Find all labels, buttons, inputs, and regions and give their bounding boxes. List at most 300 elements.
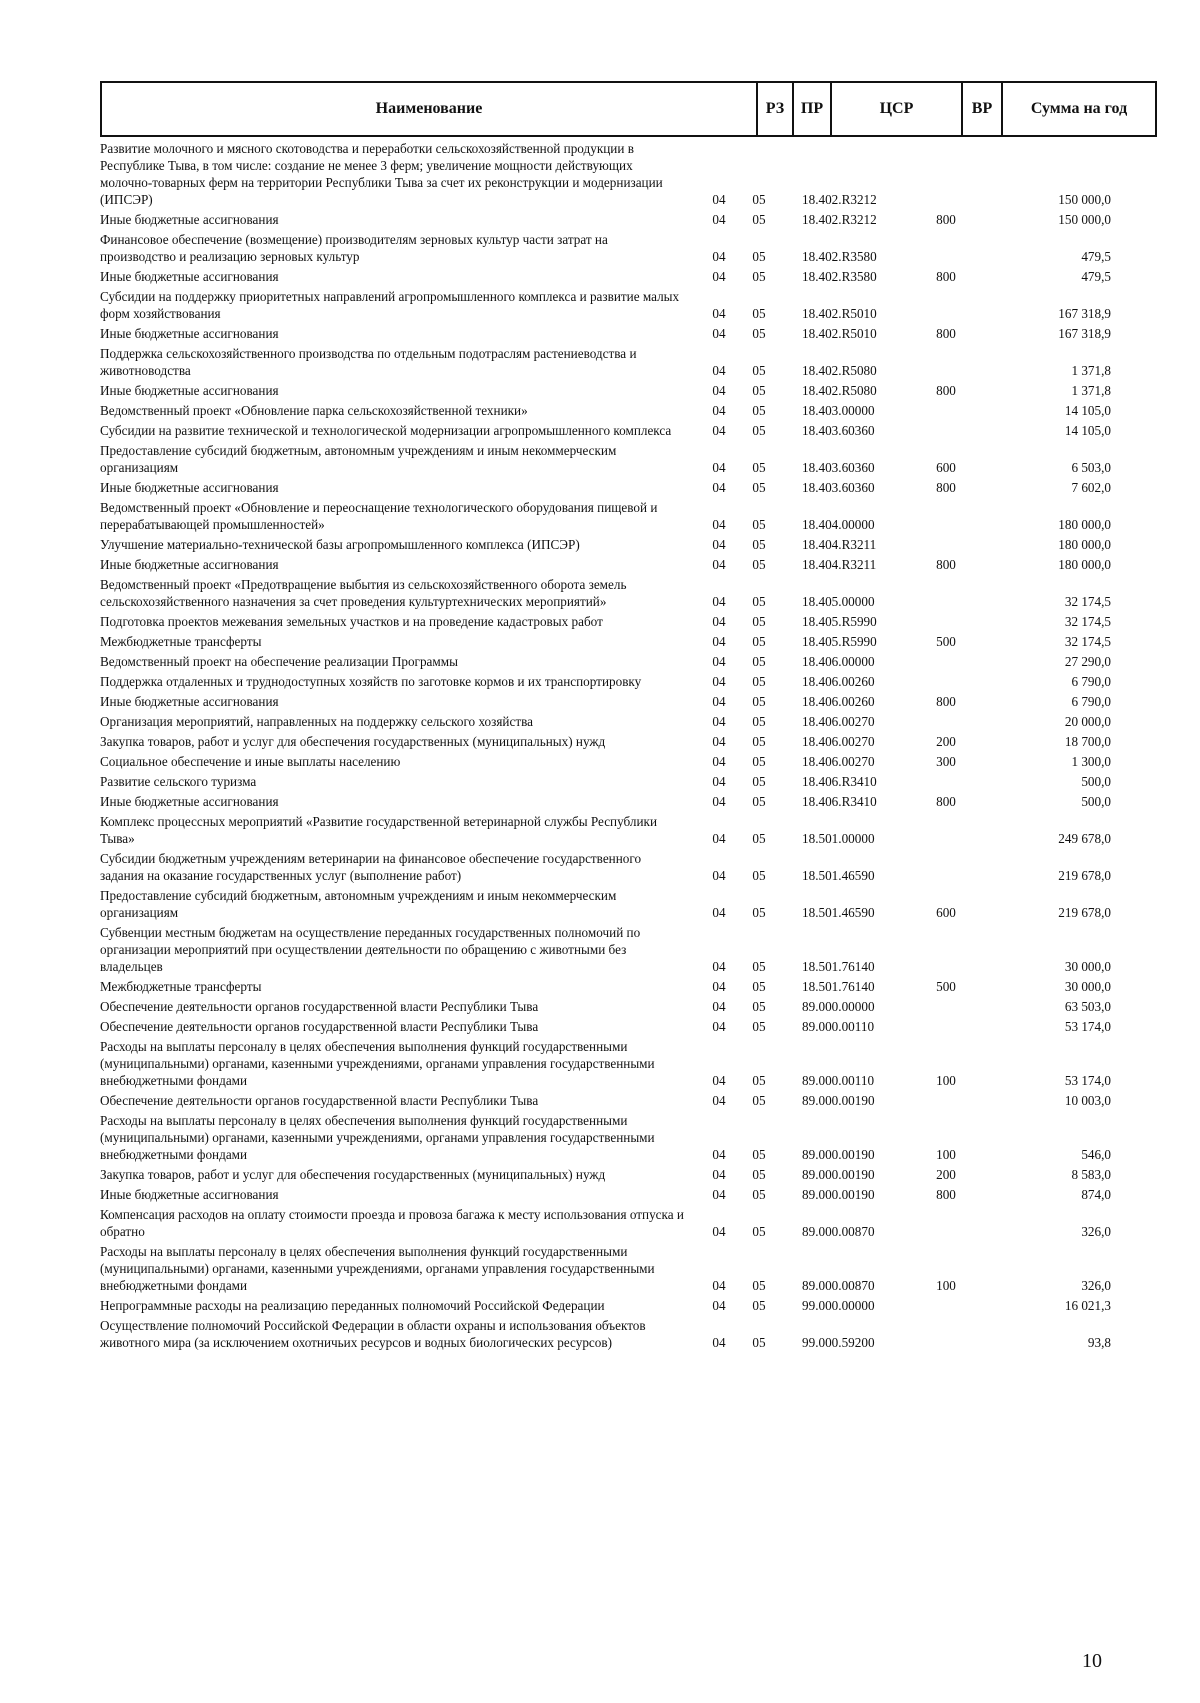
cell-rz: 04 — [712, 754, 726, 769]
cell-pr: 05 — [752, 905, 766, 920]
cell-sum: 1 371,8 — [1071, 363, 1111, 378]
cell-name: Иные бюджетные ассигнования — [100, 326, 279, 341]
cell-name: Субвенции местным бюджетам на осуществление переданных государственных полномочий по организации мероприятий при осуществлении деятельности по обращению с животными без владельцев — [100, 925, 641, 974]
cell-pr: 05 — [752, 999, 766, 1014]
cell-pr: 05 — [752, 1298, 766, 1313]
cell-csr: 18.501.76140 — [802, 979, 875, 994]
cell-pr: 05 — [752, 1335, 766, 1350]
cell-name: Предоставление субсидий бюджетным, автономным учреждениям и иным некоммерческим организациям — [100, 888, 617, 920]
cell-name: Ведомственный проект на обеспечение реализации Программы — [100, 654, 458, 669]
cell-sum: 6 790,0 — [1071, 674, 1111, 689]
cell-name: Обеспечение деятельности органов государственной власти Республики Тыва — [100, 999, 539, 1014]
page-number: 10 — [1082, 1650, 1102, 1672]
cell-name: Предоставление субсидий бюджетным, автономным учреждениям и иным некоммерческим организациям — [100, 443, 617, 475]
cell-sum: 219 678,0 — [1058, 905, 1111, 920]
cell-name: Иные бюджетные ассигнования — [100, 794, 279, 809]
cell-name: Субсидии бюджетным учреждениям ветеринарии на финансовое обеспечение государственного задания на оказание государственных услуг (выполнение работ) — [100, 851, 642, 883]
cell-vr — [931, 652, 961, 672]
cell-vr — [931, 575, 961, 612]
cell-csr: 18.402.R5080 — [802, 383, 877, 398]
cell-name: Иные бюджетные ассигнования — [100, 383, 279, 398]
cell-sum: 180 000,0 — [1058, 537, 1111, 552]
cell-rz: 04 — [712, 306, 726, 321]
cell-vr — [931, 344, 961, 381]
cell-name: Иные бюджетные ассигнования — [100, 480, 279, 495]
table-row — [100, 1296, 1155, 1316]
table-row — [100, 555, 1155, 575]
cell-name: Иные бюджетные ассигнования — [100, 1187, 279, 1202]
cell-pr: 05 — [752, 537, 766, 552]
table-row — [100, 772, 1155, 792]
table-row — [100, 575, 1155, 612]
cell-vr — [931, 139, 961, 210]
cell-sum: 20 000,0 — [1064, 714, 1111, 729]
cell-sum: 53 174,0 — [1064, 1019, 1111, 1034]
cell-vr: 800 — [936, 480, 956, 495]
table-row — [100, 421, 1155, 441]
cell-rz: 04 — [712, 326, 726, 341]
cell-name: Расходы на выплаты персоналу в целях обеспечения выполнения функций государственными (муниципальными) органами, казенными учреждениями, органами управления государственными внебюджетными фондами — [100, 1244, 655, 1293]
cell-pr: 05 — [752, 326, 766, 341]
cell-sum: 150 000,0 — [1058, 192, 1111, 207]
cell-name: Поддержка отдаленных и труднодоступных хозяйств по заготовке кормов и их транспортировку — [100, 674, 642, 689]
cell-csr: 18.406.R3410 — [802, 794, 877, 809]
cell-sum: 16 021,3 — [1064, 1298, 1111, 1313]
cell-vr — [931, 230, 961, 267]
table-row — [100, 324, 1155, 344]
cell-sum: 10 003,0 — [1064, 1093, 1111, 1108]
cell-name: Субсидии на поддержку приоритетных направлений агропромышленного комплекса и развитие малых форм хозяйствования — [100, 289, 680, 321]
cell-name: Ведомственный проект «Обновление парка сельскохозяйственной техники» — [100, 403, 528, 418]
table-row — [100, 401, 1155, 421]
cell-vr — [931, 1017, 961, 1037]
cell-csr: 18.406.00270 — [802, 754, 875, 769]
cell-rz: 04 — [712, 537, 726, 552]
cell-sum: 479,5 — [1081, 269, 1111, 284]
cell-rz: 04 — [712, 714, 726, 729]
cell-sum: 546,0 — [1081, 1147, 1111, 1162]
cell-pr: 05 — [752, 714, 766, 729]
cell-name: Межбюджетные трансферты — [100, 979, 262, 994]
cell-sum: 479,5 — [1081, 249, 1111, 264]
cell-sum: 27 290,0 — [1064, 654, 1111, 669]
cell-pr: 05 — [752, 734, 766, 749]
cell-rz: 04 — [712, 614, 726, 629]
cell-rz: 04 — [712, 734, 726, 749]
table-row — [100, 230, 1155, 267]
cell-csr: 18.501.00000 — [802, 831, 875, 846]
cell-rz: 04 — [712, 1019, 726, 1034]
cell-vr — [931, 672, 961, 692]
cell-vr — [931, 1091, 961, 1111]
budget-table — [100, 139, 1155, 1353]
cell-rz: 04 — [712, 480, 726, 495]
cell-pr: 05 — [752, 383, 766, 398]
cell-name: Иные бюджетные ассигнования — [100, 557, 279, 572]
cell-pr: 05 — [752, 1093, 766, 1108]
cell-sum: 180 000,0 — [1058, 557, 1111, 572]
cell-pr: 05 — [752, 694, 766, 709]
cell-vr — [931, 498, 961, 535]
cell-pr: 05 — [752, 634, 766, 649]
cell-name: Улучшение материально-технической базы агропромышленного комплекса (ИПСЭР) — [100, 537, 580, 552]
cell-csr: 18.406.00000 — [802, 654, 875, 669]
cell-csr: 89.000.00190 — [802, 1147, 875, 1162]
cell-csr: 18.406.00260 — [802, 674, 875, 689]
cell-sum: 150 000,0 — [1058, 212, 1111, 227]
cell-vr — [931, 772, 961, 792]
cell-vr: 800 — [936, 794, 956, 809]
cell-pr: 05 — [752, 1147, 766, 1162]
cell-pr: 05 — [752, 517, 766, 532]
table-row — [100, 672, 1155, 692]
cell-rz: 04 — [712, 774, 726, 789]
cell-sum: 326,0 — [1081, 1278, 1111, 1293]
cell-sum: 500,0 — [1081, 794, 1111, 809]
cell-csr: 18.403.60360 — [802, 423, 875, 438]
cell-sum: 53 174,0 — [1064, 1073, 1111, 1088]
cell-vr: 100 — [936, 1073, 956, 1088]
cell-pr: 05 — [752, 654, 766, 669]
cell-rz: 04 — [712, 959, 726, 974]
cell-vr: 500 — [936, 634, 956, 649]
table-row — [100, 498, 1155, 535]
cell-pr: 05 — [752, 959, 766, 974]
cell-sum: 167 318,9 — [1058, 306, 1111, 321]
cell-pr: 05 — [752, 212, 766, 227]
cell-csr: 18.402.R3212 — [802, 212, 877, 227]
cell-sum: 219 678,0 — [1058, 868, 1111, 883]
table-row — [100, 1316, 1155, 1353]
cell-name: Комплекс процессных мероприятий «Развитие государственной ветеринарной службы Республики Тыва» — [100, 814, 658, 846]
cell-rz: 04 — [712, 1187, 726, 1202]
cell-sum: 6 790,0 — [1071, 694, 1111, 709]
cell-csr: 89.000.00870 — [802, 1224, 875, 1239]
cell-vr — [931, 712, 961, 732]
cell-rz: 04 — [712, 1147, 726, 1162]
table-row — [100, 732, 1155, 752]
cell-rz: 04 — [712, 249, 726, 264]
cell-pr: 05 — [752, 1019, 766, 1034]
cell-sum: 30 000,0 — [1064, 959, 1111, 974]
cell-rz: 04 — [712, 634, 726, 649]
table-row — [100, 478, 1155, 498]
cell-name: Подготовка проектов межевания земельных участков и на проведение кадастровых работ — [100, 614, 603, 629]
cell-csr: 18.403.60360 — [802, 480, 875, 495]
table-header — [100, 81, 1157, 137]
table-row — [100, 612, 1155, 632]
cell-pr: 05 — [752, 480, 766, 495]
header-vr: ВР — [962, 82, 1002, 136]
cell-pr: 05 — [752, 249, 766, 264]
cell-rz: 04 — [712, 1298, 726, 1313]
table-row — [100, 849, 1155, 886]
cell-rz: 04 — [712, 269, 726, 284]
cell-csr: 18.404.R3211 — [802, 537, 877, 552]
cell-csr: 18.406.00260 — [802, 694, 875, 709]
cell-csr: 18.402.R5080 — [802, 363, 877, 378]
cell-vr: 100 — [936, 1278, 956, 1293]
cell-csr: 18.403.60360 — [802, 460, 875, 475]
cell-sum: 8 583,0 — [1071, 1167, 1111, 1182]
cell-rz: 04 — [712, 905, 726, 920]
header-rz: РЗ — [757, 82, 793, 136]
table-row — [100, 381, 1155, 401]
table-row — [100, 344, 1155, 381]
cell-vr: 500 — [936, 979, 956, 994]
cell-name: Развитие сельского туризма — [100, 774, 257, 789]
cell-name: Компенсация расходов на оплату стоимости проезда и провоза багажа к месту использования отпуска и обратно — [100, 1207, 684, 1239]
cell-name: Развитие молочного и мясного скотоводства и переработки сельскохозяйственной продукции в Республике Тыва, в том числе: создание не менее 3 ферм; увеличение мощности действующих молочно-товарных ферм на территории Республики Тыва за счет их реконструкции и модернизации (ИПСЭР) — [100, 141, 663, 207]
header-csr: ЦСР — [831, 82, 962, 136]
cell-pr: 05 — [752, 831, 766, 846]
cell-rz: 04 — [712, 654, 726, 669]
cell-sum: 180 000,0 — [1058, 517, 1111, 532]
cell-pr: 05 — [752, 1278, 766, 1293]
table-row — [100, 1111, 1155, 1165]
cell-rz: 04 — [712, 999, 726, 1014]
table-row — [100, 752, 1155, 772]
cell-name: Ведомственный проект «Обновление и переоснащение технологического оборудования пищевой и перерабатывающей промышленностей» — [100, 500, 658, 532]
cell-sum: 249 678,0 — [1058, 831, 1111, 846]
cell-pr: 05 — [752, 594, 766, 609]
cell-pr: 05 — [752, 192, 766, 207]
cell-name: Обеспечение деятельности органов государственной власти Республики Тыва — [100, 1019, 539, 1034]
cell-pr: 05 — [752, 754, 766, 769]
cell-csr: 89.000.00190 — [802, 1187, 875, 1202]
cell-csr: 18.402.R3212 — [802, 192, 877, 207]
cell-csr: 18.501.76140 — [802, 959, 875, 974]
cell-vr: 100 — [936, 1147, 956, 1162]
cell-name: Закупка товаров, работ и услуг для обеспечения государственных (муниципальных) нужд — [100, 734, 606, 749]
cell-vr — [931, 421, 961, 441]
cell-name: Финансовое обеспечение (возмещение) производителям зерновых культур части затрат на производство и реализацию зерновых культур — [100, 232, 608, 264]
cell-pr: 05 — [752, 1224, 766, 1239]
cell-vr: 200 — [936, 1167, 956, 1182]
cell-name: Закупка товаров, работ и услуг для обеспечения государственных (муниципальных) нужд — [100, 1167, 606, 1182]
cell-pr: 05 — [752, 1167, 766, 1182]
table-row — [100, 712, 1155, 732]
cell-sum: 1 300,0 — [1071, 754, 1111, 769]
table-row — [100, 1165, 1155, 1185]
cell-sum: 30 000,0 — [1064, 979, 1111, 994]
cell-rz: 04 — [712, 674, 726, 689]
cell-rz: 04 — [712, 794, 726, 809]
cell-name: Межбюджетные трансферты — [100, 634, 262, 649]
cell-name: Иные бюджетные ассигнования — [100, 269, 279, 284]
cell-rz: 04 — [712, 423, 726, 438]
table-row — [100, 977, 1155, 997]
cell-sum: 18 700,0 — [1064, 734, 1111, 749]
cell-csr: 18.406.00270 — [802, 734, 875, 749]
cell-rz: 04 — [712, 1167, 726, 1182]
table-row — [100, 1185, 1155, 1205]
cell-csr: 18.404.R3211 — [802, 557, 877, 572]
cell-rz: 04 — [712, 557, 726, 572]
cell-vr: 800 — [936, 383, 956, 398]
table-row — [100, 267, 1155, 287]
cell-pr: 05 — [752, 460, 766, 475]
cell-csr: 18.403.00000 — [802, 403, 875, 418]
table-row — [100, 997, 1155, 1017]
cell-pr: 05 — [752, 868, 766, 883]
cell-sum: 32 174,5 — [1064, 634, 1111, 649]
table-row — [100, 1017, 1155, 1037]
table-body — [100, 139, 1155, 1353]
table-row — [100, 535, 1155, 555]
table-row — [100, 692, 1155, 712]
cell-pr: 05 — [752, 674, 766, 689]
table-row — [100, 632, 1155, 652]
table-row — [100, 1037, 1155, 1091]
cell-vr — [931, 923, 961, 977]
cell-csr: 89.000.00190 — [802, 1167, 875, 1182]
cell-name: Социальное обеспечение и иные выплаты населению — [100, 754, 401, 769]
cell-vr — [931, 1296, 961, 1316]
cell-rz: 04 — [712, 403, 726, 418]
cell-csr: 18.404.00000 — [802, 517, 875, 532]
cell-csr: 18.402.R5010 — [802, 326, 877, 341]
cell-rz: 04 — [712, 212, 726, 227]
cell-csr: 99.000.59200 — [802, 1335, 875, 1350]
cell-csr: 89.000.00870 — [802, 1278, 875, 1293]
cell-sum: 7 602,0 — [1071, 480, 1111, 495]
cell-sum: 326,0 — [1081, 1224, 1111, 1239]
cell-csr: 18.406.00270 — [802, 714, 875, 729]
cell-rz: 04 — [712, 694, 726, 709]
cell-pr: 05 — [752, 557, 766, 572]
cell-rz: 04 — [712, 383, 726, 398]
cell-name: Поддержка сельскохозяйственного производства по отдельным подотраслям растениеводства и животноводства — [100, 346, 637, 378]
table-row — [100, 287, 1155, 324]
cell-sum: 1 371,8 — [1071, 383, 1111, 398]
cell-sum: 500,0 — [1081, 774, 1111, 789]
cell-rz: 04 — [712, 831, 726, 846]
cell-sum: 14 105,0 — [1064, 423, 1111, 438]
cell-vr: 800 — [936, 212, 956, 227]
cell-pr: 05 — [752, 269, 766, 284]
cell-vr: 800 — [936, 269, 956, 284]
cell-name: Иные бюджетные ассигнования — [100, 694, 279, 709]
cell-pr: 05 — [752, 979, 766, 994]
cell-rz: 04 — [712, 192, 726, 207]
cell-csr: 18.402.R5010 — [802, 306, 877, 321]
cell-rz: 04 — [712, 868, 726, 883]
cell-rz: 04 — [712, 1335, 726, 1350]
cell-rz: 04 — [712, 363, 726, 378]
cell-vr: 200 — [936, 734, 956, 749]
table-row — [100, 812, 1155, 849]
cell-csr: 89.000.00190 — [802, 1093, 875, 1108]
table-row — [100, 1242, 1155, 1296]
cell-csr: 99.000.00000 — [802, 1298, 875, 1313]
cell-pr: 05 — [752, 1187, 766, 1202]
header-name: Наименование — [101, 82, 757, 136]
cell-vr — [931, 812, 961, 849]
cell-csr: 89.000.00110 — [802, 1019, 875, 1034]
cell-name: Субсидии на развитие технической и технологической модернизации агропромышленного комплекса — [100, 423, 672, 438]
cell-name: Ведомственный проект «Предотвращение выбытия из сельскохозяйственного оборота земель сельскохозяйственного назначения за счет проведения культуртехнических мероприятий» — [100, 577, 627, 609]
cell-vr: 300 — [936, 754, 956, 769]
cell-name: Обеспечение деятельности органов государственной власти Республики Тыва — [100, 1093, 539, 1108]
cell-rz: 04 — [712, 1093, 726, 1108]
cell-rz: 04 — [712, 1073, 726, 1088]
cell-vr — [931, 1316, 961, 1353]
table-row — [100, 886, 1155, 923]
cell-vr: 800 — [936, 694, 956, 709]
cell-name: Расходы на выплаты персоналу в целях обеспечения выполнения функций государственными (муниципальными) органами, казенными учреждениями, органами управления государственными внебюджетными фондами — [100, 1113, 655, 1162]
cell-pr: 05 — [752, 774, 766, 789]
cell-rz: 04 — [712, 1278, 726, 1293]
table-row — [100, 139, 1155, 210]
cell-sum: 874,0 — [1081, 1187, 1111, 1202]
cell-vr — [931, 401, 961, 421]
cell-pr: 05 — [752, 306, 766, 321]
cell-csr: 18.405.00000 — [802, 594, 875, 609]
table-row — [100, 1091, 1155, 1111]
cell-vr: 600 — [936, 905, 956, 920]
cell-vr — [931, 1205, 961, 1242]
cell-vr — [931, 997, 961, 1017]
cell-vr: 600 — [936, 460, 956, 475]
cell-sum: 167 318,9 — [1058, 326, 1111, 341]
cell-csr: 89.000.00000 — [802, 999, 875, 1014]
cell-name: Организация мероприятий, направленных на поддержку сельского хозяйства — [100, 714, 533, 729]
cell-name: Осуществление полномочий Российской Федерации в области охраны и использования объектов животного мира (за исключением охотничьих ресурсов и водных биологических ресурсов) — [100, 1318, 646, 1350]
cell-name: Иные бюджетные ассигнования — [100, 212, 279, 227]
cell-pr: 05 — [752, 423, 766, 438]
table-row — [100, 652, 1155, 672]
cell-pr: 05 — [752, 1073, 766, 1088]
cell-csr: 18.402.R3580 — [802, 249, 877, 264]
table-row — [100, 792, 1155, 812]
cell-sum: 14 105,0 — [1064, 403, 1111, 418]
cell-vr: 800 — [936, 557, 956, 572]
cell-csr: 18.406.R3410 — [802, 774, 877, 789]
cell-vr — [931, 612, 961, 632]
cell-vr — [931, 287, 961, 324]
cell-pr: 05 — [752, 363, 766, 378]
cell-rz: 04 — [712, 594, 726, 609]
cell-pr: 05 — [752, 614, 766, 629]
cell-name: Расходы на выплаты персоналу в целях обеспечения выполнения функций государственными (муниципальными) органами, казенными учреждениями, органами управления государственными внебюджетными фондами — [100, 1039, 655, 1088]
cell-rz: 04 — [712, 979, 726, 994]
cell-name: Непрограммные расходы на реализацию переданных полномочий Российской Федерации — [100, 1298, 605, 1313]
cell-sum: 93,8 — [1087, 1335, 1111, 1350]
cell-sum: 32 174,5 — [1064, 614, 1111, 629]
cell-pr: 05 — [752, 794, 766, 809]
table-row — [100, 923, 1155, 977]
cell-vr — [931, 535, 961, 555]
cell-csr: 89.000.00110 — [802, 1073, 875, 1088]
cell-csr: 18.501.46590 — [802, 868, 875, 883]
cell-csr: 18.405.R5990 — [802, 634, 877, 649]
cell-csr: 18.405.R5990 — [802, 614, 877, 629]
cell-sum: 63 503,0 — [1064, 999, 1111, 1014]
header-pr: ПР — [793, 82, 831, 136]
table-row — [100, 1205, 1155, 1242]
cell-sum: 6 503,0 — [1071, 460, 1111, 475]
cell-csr: 18.402.R3580 — [802, 269, 877, 284]
cell-sum: 32 174,5 — [1064, 594, 1111, 609]
cell-rz: 04 — [712, 517, 726, 532]
table-row — [100, 441, 1155, 478]
cell-vr: 800 — [936, 326, 956, 341]
header-sum: Сумма на год — [1002, 82, 1156, 136]
cell-rz: 04 — [712, 1224, 726, 1239]
cell-csr: 18.501.46590 — [802, 905, 875, 920]
cell-rz: 04 — [712, 460, 726, 475]
